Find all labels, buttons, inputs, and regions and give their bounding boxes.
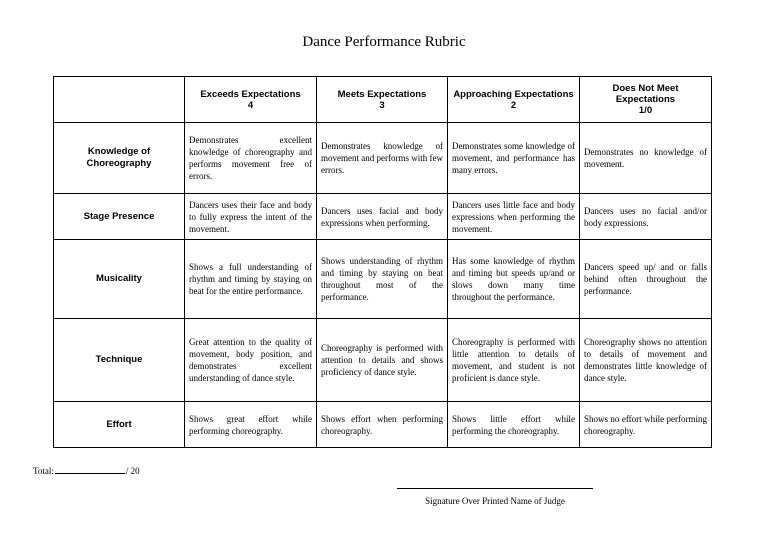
rubric-cell: Demonstrates knowledge of movement and performs with few errors. xyxy=(317,123,448,194)
rubric-cell: Has some knowledge of rhythm and timing but speeds up/and or slows down many time throughout the performance. xyxy=(448,240,580,319)
corner-cell xyxy=(54,77,185,123)
rubric-cell: Choreography is performed with attention to details and shows proficiency of dance style. xyxy=(317,319,448,402)
rubric-cell: Shows no effort while performing choreography. xyxy=(580,402,712,448)
table-row xyxy=(54,194,712,240)
criterion-label: Effort xyxy=(54,402,185,448)
column-score: 4 xyxy=(247,99,254,111)
rubric-cell: Demonstrates some knowledge of movement, and performance has many errors. xyxy=(448,123,580,194)
column-score: 2 xyxy=(510,99,517,111)
column-score: 3 xyxy=(379,99,385,111)
table-row xyxy=(54,402,712,448)
rubric-cell: Shows little effort while performing the choreography. xyxy=(448,402,580,448)
table-row xyxy=(54,319,712,402)
page-title: Dance Performance Rubric xyxy=(302,34,466,50)
column-header-approaching xyxy=(448,77,580,123)
rubric-cell: Shows great effort while performing choreography. xyxy=(185,402,317,448)
column-score: 1/0 xyxy=(638,105,653,116)
rubric-cell: Shows effort when performing choreography. xyxy=(317,402,448,448)
rubric-table xyxy=(53,76,712,448)
signature-label: Signature Over Printed Name of Judge xyxy=(425,496,565,506)
header-row xyxy=(54,77,712,123)
table-row xyxy=(54,123,712,194)
signature-line xyxy=(397,488,593,489)
column-label: Exceeds Expectations xyxy=(200,88,301,100)
rubric-cell: Dancers uses no facial and/or body expressions. xyxy=(580,194,712,240)
column-header-meets xyxy=(317,77,448,123)
rubric-cell: Dancers uses facial and body expressions when performing. xyxy=(317,194,448,240)
rubric-cell: Choreography shows no attention to details of movement and demonstrates little knowledge of dance style. xyxy=(580,319,712,402)
criterion-label: Technique xyxy=(54,319,185,402)
column-label: Meets Expectations xyxy=(337,88,427,100)
table-row xyxy=(54,240,712,319)
column-header-exceeds xyxy=(185,77,317,123)
rubric-cell: Choreography is performed with little attention to details of movement, and student is not proficient is dance style. xyxy=(448,319,580,402)
rubric-cell: Dancers speed up/ and or falls behind often throughout the performance. xyxy=(580,240,712,319)
criterion-label: Stage Presence xyxy=(54,194,185,240)
criterion-label: Knowledge of Choreography xyxy=(54,123,185,194)
rubric-cell: Great attention to the quality of movement, body position, and demonstrates excellent understanding of dance style. xyxy=(185,319,317,402)
total-label: Total: xyxy=(33,466,54,476)
total-max: / 20 xyxy=(125,466,140,476)
rubric-cell: Demonstrates excellent knowledge of choreography and performs movement free of errors. xyxy=(185,123,317,194)
column-label: Approaching Expectations xyxy=(453,88,574,100)
column-label: Does Not Meet Expectations xyxy=(612,83,679,105)
criterion-label: Musicality xyxy=(54,240,185,319)
column-header-does-not-meet xyxy=(580,77,712,123)
total-score xyxy=(33,464,140,476)
rubric-cell: Dancers uses little face and body expressions when performing the movement. xyxy=(448,194,580,240)
rubric-cell: Dancers uses their face and body to fully express the intent of the movement. xyxy=(185,194,317,240)
rubric-cell: Shows understanding of rhythm and timing by staying on beat throughout most of the performance. xyxy=(317,240,448,319)
rubric-cell: Shows a full understanding of rhythm and timing by staying on beat for the entire performance. xyxy=(185,240,317,319)
rubric-cell: Demonstrates no knowledge of movement. xyxy=(580,123,712,194)
total-blank-line xyxy=(55,464,125,474)
